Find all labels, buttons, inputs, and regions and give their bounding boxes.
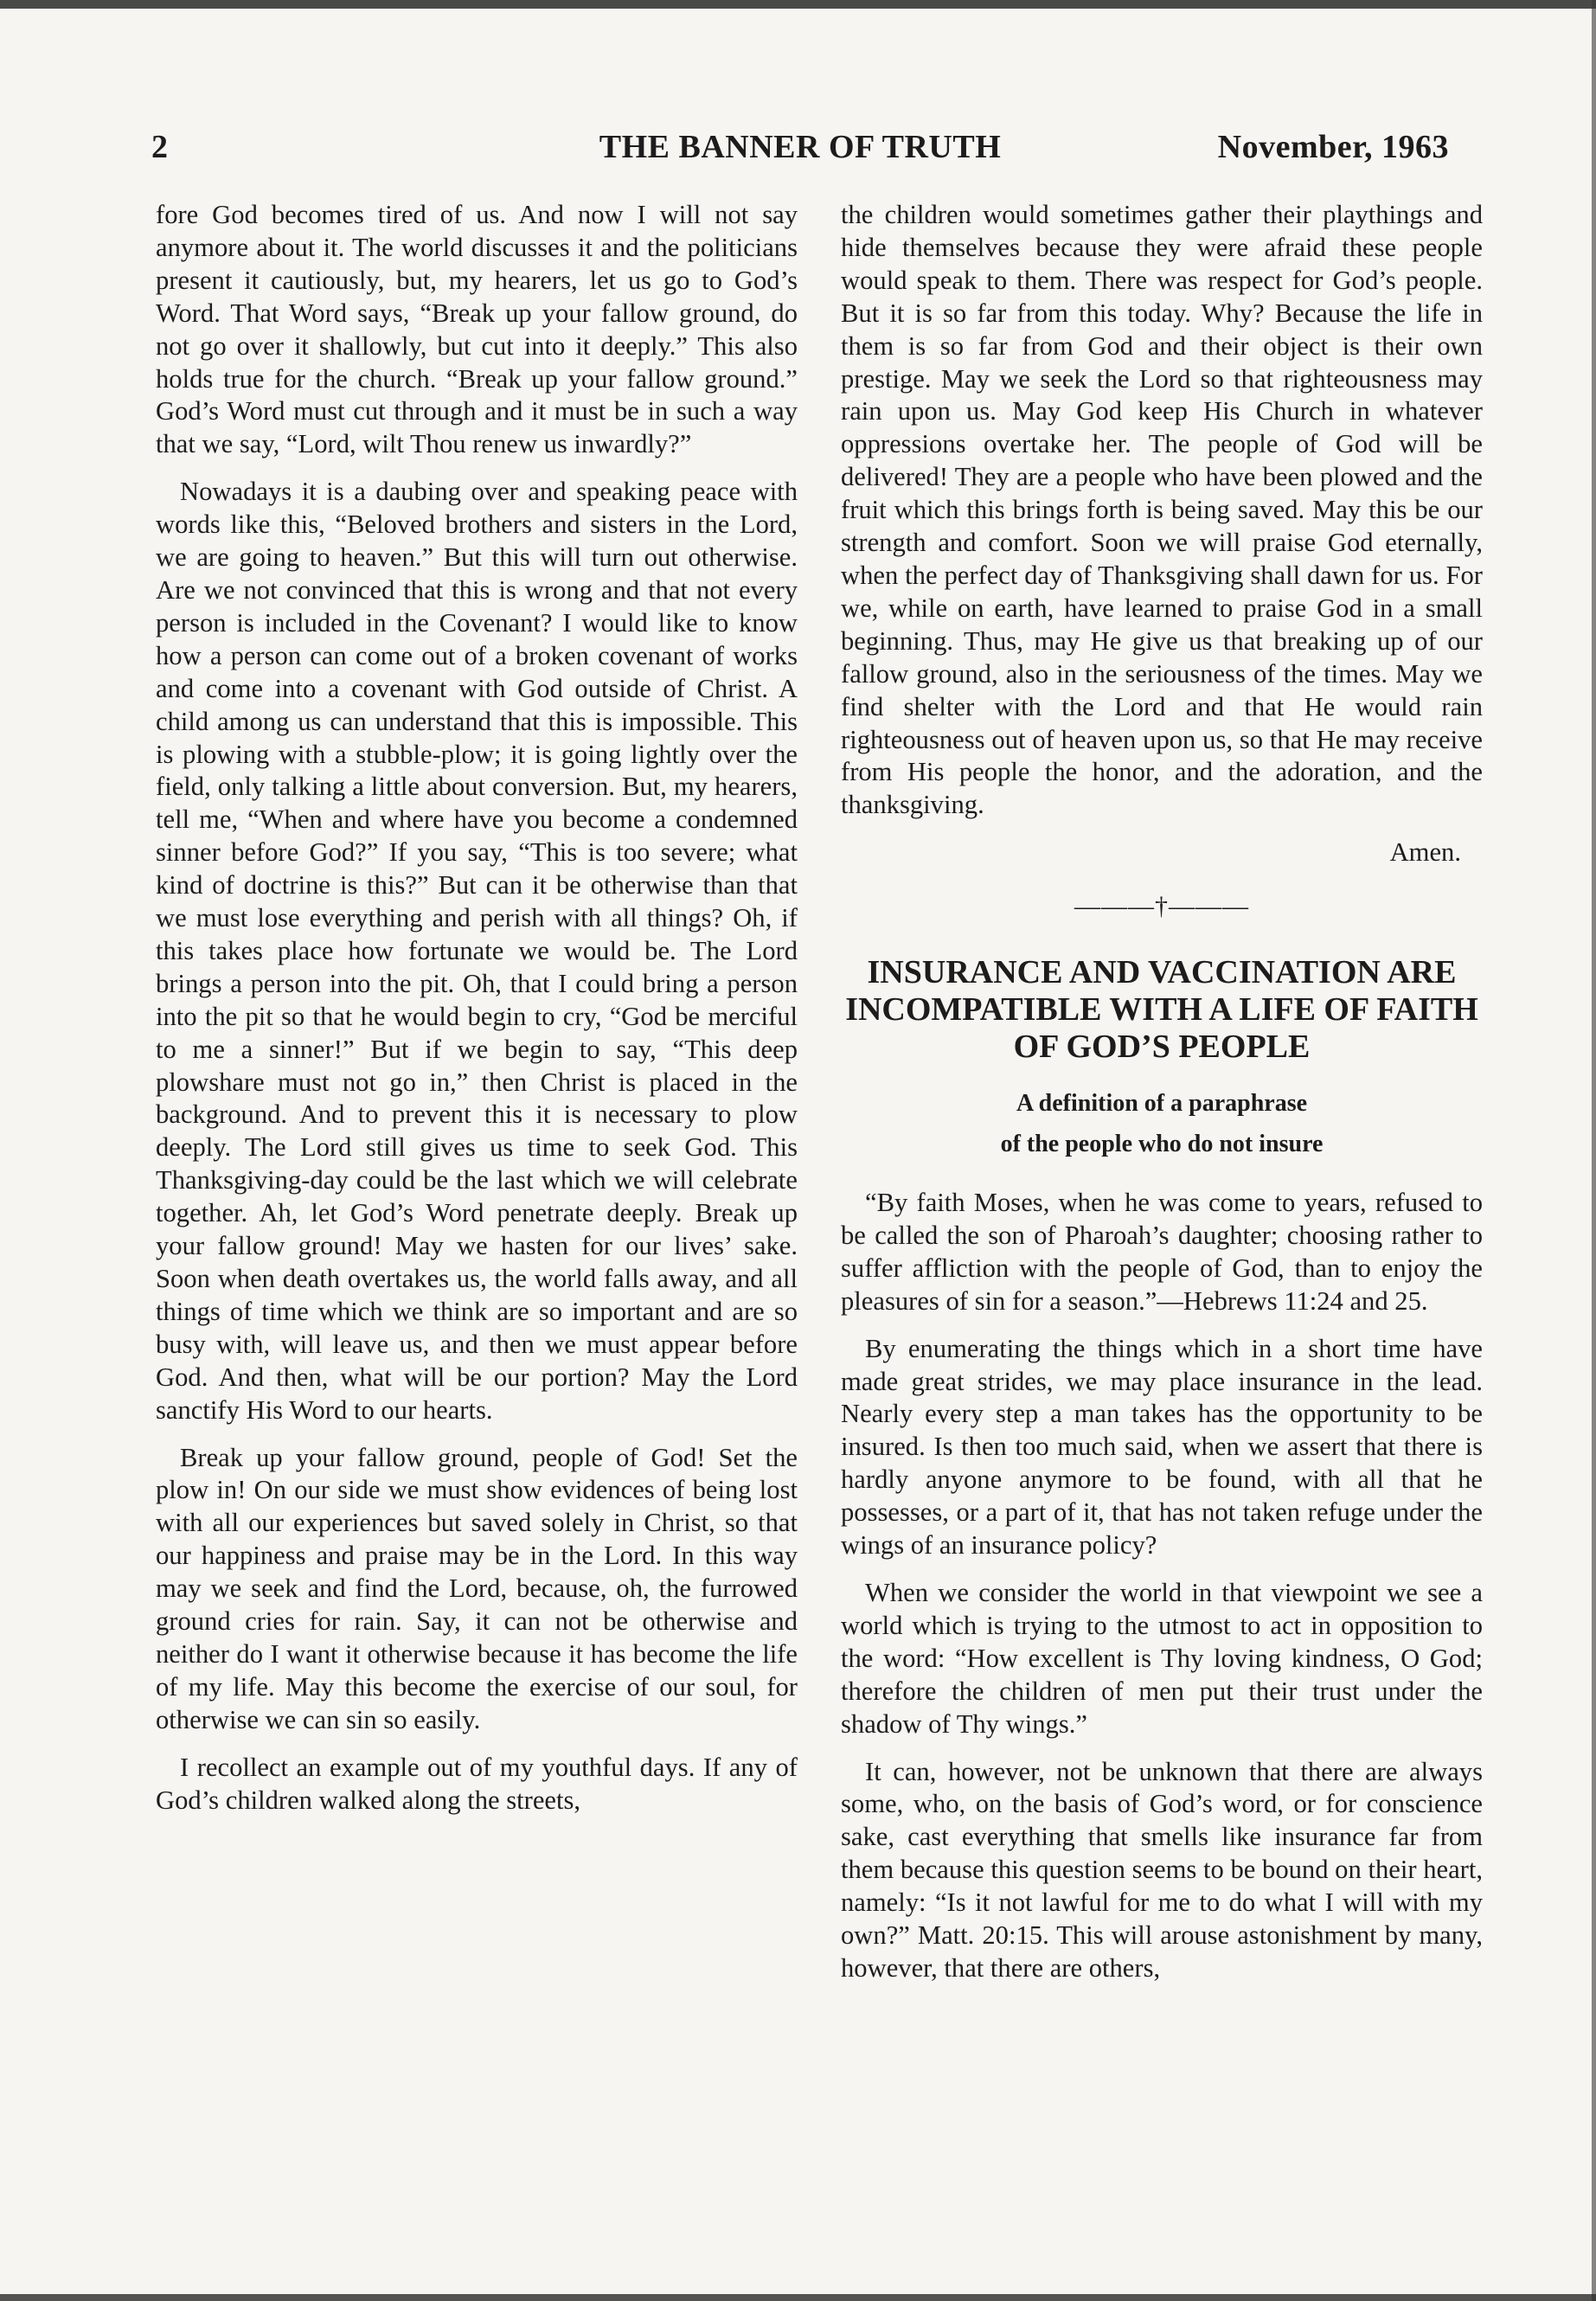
paragraph: It can, however, not be unknown that there are always some, who, on the basis of God’s word, or for conscience sake, cast everything that smells like insurance far from them because this question seems to be bound on their heart, namely: “Is it not lawful for me to do what I will with my own?” Matt. 20:15. This will arouse astonishment by many, however, that there are others, [841,1756,1483,1983]
paragraph: I recollect an example out of my youthful days. If any of God’s children walked along the streets, [156,1752,798,1815]
paragraph: fore God becomes tired of us. And now I will not say anymore about it. The world discusses it and the politicians present it cautiously, but, my hearers, let us go to God’s Word. That Word says, “Break up your fallow ground, do not go over it shallowly, but cut into it deeply.” This also holds true for the church. “Break up your fallow ground.” God’s Word must cut through and it must be in such a way that we say, “Lord, wilt Thou renew us inwardly?” [156,200,798,459]
paragraph: the children would sometimes gather their playthings and hide themselves because they were afraid these people would speak to them. There was respect for God’s people. But it is so far from this today. Why? Because the life in them is so far from God and their object is their own prestige. May we seek the Lord so that righteousness may rain upon us. May God keep His Church in whatever oppressions overtake her. The people of God will be delivered! They are a people who have been plowed and the fruit which this brings forth is being saved. May this be our strength and comfort. Soon we will praise God eternally, when the perfect day of Thanksgiving shall dawn for us. For we, while on earth, have learned to praise God in a small beginning. Thus, may He give us that breaking up of our fallow ground, also in the seriousness of the times. May we find shelter with the Lord and that He would rain righteousness out of heaven upon us, so that He may receive from His people the honor, and the adoration, and the thanksgiving. [841,200,1483,820]
scan-border-top [0,0,1596,9]
scan-border-bottom [0,2294,1596,2301]
left-column [156,199,798,1832]
article-title: INSURANCE AND VACCINATION ARE INCOMPATIBLE WITH A LIFE OF FAITH OF GOD’S PEOPLE [845,954,1478,1066]
paragraph: By enumerating the things which in a short time have made great strides, we may place insurance in the lead. Nearly every step a man takes has the opportunity to be insured. Is then too much said, when we assert that there is hardly anyone anymore to be found, with all that he possesses, or a part of it, that has not taken refuge under the wings of an insurance policy? [841,1333,1483,1561]
paragraph: “By faith Moses, when he was come to years, refused to be called the son of Pharoah’s daughter; choosing rather to suffer affliction with the people of God, than to enjoy the pleasures of sin for a season.”—Hebrews 11:24 and 25. [841,1188,1483,1316]
sermon-closing: Amen. [1389,837,1461,868]
issue-date: November, 1963 [1217,129,1449,165]
paragraph: Nowadays it is a daubing over and speaking peace with words like this, “Beloved brothers and sisters in the Lord, we are going to heaven.” But this will turn out otherwise. Are we not convinced that this is wrong and that not every person is included in the Covenant? I would like to know how a person can come out of a broken covenant of works and come into a covenant with God outside of Christ. A child among us can understand that this is impossible. This is plowing with a stubble-plow; it is going lightly over the field, only talking a little about conversion. But, my hearers, tell me, “When and where have you become a condemned sinner before God?” If you say, “This is too severe; what kind of doctrine is this?” But can it be otherwise than that we must lose everything and perish with all things? Oh, if this takes place how fortunate we would be. The Lord brings a person into the pit. Oh, that I could bring a person into the pit so that he would begin to cry, “God be merciful to me a sinner!” But if we begin to say, “This deep plowshare must not go in,” then Christ is placed in the background. And to prevent this it is necessary to plow deeply. The Lord still gives us time to seek God. This Thanksgiving-day could be the last which we will celebrate together. Ah, let God’s Word penetrate deeply. Break up your fallow ground! May we hasten for our lives’ sake. Soon when death overtakes us, the world falls away, and all things of time which we think are so important and are so busy with, will leave us, and then we must appear before God. And then, what will be our portion? May the Lord sanctify His Word to our hearts. [156,477,798,1425]
article-subtitle-line: A definition of a paraphrase [1016,1090,1308,1118]
paragraph: When we consider the world in that viewpoint we see a world which is trying to the utmost to act in opposition to the word: “How excellent is Thy loving kindness, O God; therefore the children of men put their trust under the shadow of Thy wings.” [841,1578,1483,1739]
section-separator: ———†——— [1074,892,1249,921]
publication-title: THE BANNER OF TRUTH [599,129,1002,165]
scan-border-right [1592,0,1596,2301]
paragraph: Break up your fallow ground, people of God! Set the plow in! On our side we must show evidences of being lost with all our experiences but saved solely in Christ, so that our happiness and praise may be in the Lord. In this way may we seek and find the Lord, because, oh, the furrowed ground cries for rain. Say, it can not be otherwise and neither do I want it otherwise because it has become the life of my life. May this become the exercise of our soul, for otherwise we can sin so easily. [156,1442,798,1734]
running-header [151,128,1449,173]
article-subtitle [841,1083,1483,1164]
article-subtitle-line: of the people who do not insure [1000,1131,1324,1158]
right-column [841,199,1483,2000]
page-number: 2 [151,129,169,165]
